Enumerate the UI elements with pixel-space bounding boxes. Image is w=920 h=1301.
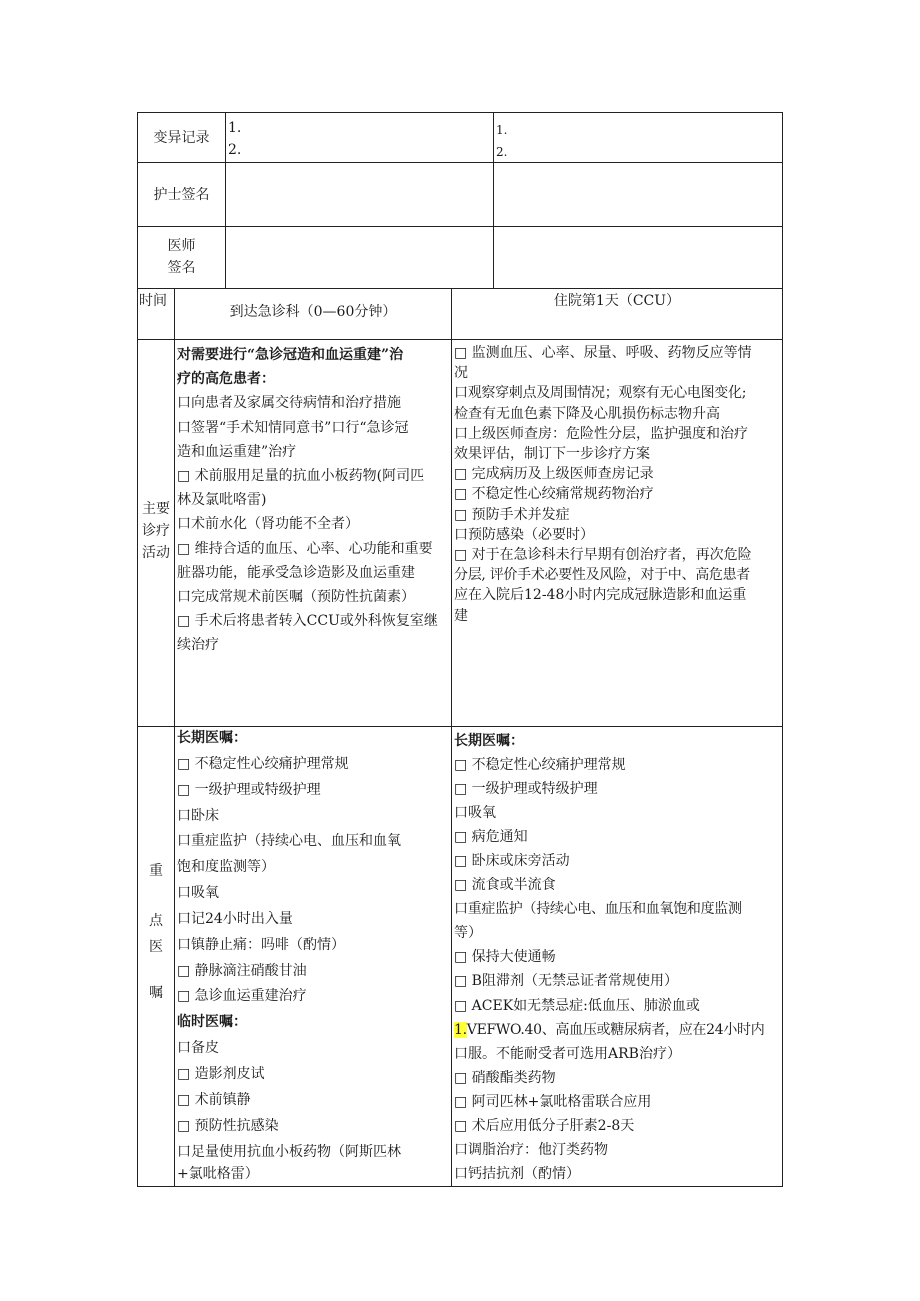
label-line: 主要 — [142, 501, 170, 517]
row-divider — [137, 226, 783, 227]
list-item: □ 保持大使通畅 — [454, 949, 556, 966]
list-item: 造和血运重建”治疗 — [177, 443, 297, 460]
list-item: 分层, 评价手术必要性及风险，对于中、高危患者 — [454, 567, 750, 584]
list-item — [454, 1018, 764, 1042]
variation-left — [228, 117, 241, 161]
list-item: 林及氯吡咯雷) — [177, 492, 267, 509]
list-item: 口备皮 — [177, 1040, 219, 1057]
list-item: □ 硝酸酯类药物 — [454, 1069, 556, 1086]
list-item: 口术前水化（肾功能不全者） — [177, 516, 359, 533]
col-divider — [493, 112, 494, 289]
list-item: 况 — [454, 365, 468, 382]
list-item: □ 卧床或床旁活动 — [454, 853, 570, 870]
nurse-signature-label: 护士签名 — [153, 187, 210, 203]
main-activities-label — [137, 498, 175, 564]
label-line: 活动 — [142, 545, 170, 561]
list-item: 口吸氧 — [454, 805, 496, 822]
temporary-orders-title: 临时医嘱： — [177, 1014, 247, 1031]
list-item: □ 不稳定性心绞痛护理常规 — [454, 757, 626, 774]
list-item: □ 维持合适的血压、心率、心功能和重要 — [177, 540, 433, 557]
orders-left — [177, 726, 401, 1183]
list-item: □ ACEK如无禁忌症:低血压、肺淤血或 — [454, 997, 700, 1014]
list-item: 口钙拮抗剂（酌情） — [454, 1165, 580, 1182]
list-item: □ 完成病历及上级医师查房记录 — [454, 466, 654, 483]
list-item: 口服。不能耐受者可选用ARB治疗） — [454, 1045, 681, 1062]
list-item: □ 静脉滴注硝酸甘油 — [177, 962, 307, 979]
high-risk-title: 疗的高危患者： — [177, 371, 275, 388]
main-activities-left — [177, 343, 438, 658]
list-item: □ B阻滞剂（无禁忌证者常规使用） — [454, 973, 678, 990]
list-item: 等） — [454, 925, 482, 942]
list-item: □ 病危通知 — [454, 829, 528, 846]
highlighted-text: 1. — [454, 1021, 467, 1038]
list-item: 口调脂治疗：他汀类药物 — [454, 1141, 608, 1158]
list-item: □ 造影剂皮试 — [177, 1065, 265, 1082]
list-item: □ 流食或半流食 — [454, 877, 556, 894]
list-item: 口预防感染（必要时） — [454, 526, 594, 543]
variation-right — [496, 119, 507, 163]
variation-left-2: 2. — [228, 142, 242, 158]
list-item: □ 不稳定性心绞痛护理常规 — [177, 755, 349, 772]
list-item: □ 一级护理或特级护理 — [454, 781, 598, 798]
list-item: □ 手术后将患者转入CCU或外科恢复室继 — [177, 613, 438, 630]
list-item: 建 — [454, 607, 468, 624]
list-item: 检查有无血色素下降及心肌损伤标志物升高 — [454, 405, 720, 422]
list-item: □ 术后应用低分子肝素2-8天 — [454, 1117, 635, 1134]
col-divider — [451, 288, 452, 1186]
border-top — [137, 112, 783, 113]
list-item: 口上级医师查房：危险性分层，监护强度和治疗 — [454, 425, 748, 442]
list-item: +氯吡格雷） — [177, 1166, 259, 1183]
list-item: 续治疗 — [177, 637, 219, 654]
column-header-emergency: 到达急诊科（0—60分钟） — [229, 304, 397, 320]
list-item: 口镇静止痛：吗啡（酌情） — [177, 936, 345, 953]
key-orders-label — [137, 860, 175, 1002]
list-item: □ 对于在急诊科未行早期有创治疗者，再次危险 — [454, 547, 752, 564]
list-item: 口卧床 — [177, 807, 219, 824]
variation-left-1: 1. — [228, 120, 242, 136]
label-char: 点 — [149, 913, 163, 929]
variation-right-1: 1. — [496, 123, 508, 137]
variation-label: 变异记录 — [153, 130, 210, 146]
doctor-label-line: 签名 — [167, 260, 196, 276]
long-term-orders-title: 长期医嘱： — [454, 733, 524, 749]
orders-right — [454, 729, 764, 1186]
doctor-signature-label — [138, 235, 225, 279]
list-item: 口签署“手术知情同意书”口行“急诊冠 — [177, 419, 409, 436]
list-item: □ 预防性抗感染 — [177, 1117, 279, 1134]
row-divider — [137, 162, 783, 163]
border-right — [782, 112, 783, 1187]
list-item: 口重症监护（持续心电、血压和血氧饱和度监测 — [454, 901, 742, 918]
list-item: 脏器功能，能承受急诊造影及血运重建 — [177, 564, 415, 581]
list-item: □ 不稳定性心绞痛常规药物治疗 — [454, 486, 654, 503]
time-label: 时间 — [139, 293, 167, 309]
list-item: 应在入院后12-48小时内完成冠脉造影和血运重 — [454, 587, 747, 604]
list-item: 口吸氧 — [177, 885, 219, 902]
high-risk-title: 对需要进行“急诊冠造和血运重建”治 — [177, 347, 404, 363]
list-item: □ 术前服用足量的抗血小板药物(阿司匹 — [177, 468, 425, 485]
label-char: 嘱 — [149, 985, 163, 1001]
list-item: 口观察穿刺点及周围情况；观察有无心电图变化; — [454, 385, 747, 402]
doctor-label-line: 医师 — [167, 238, 196, 254]
row-divider — [137, 288, 783, 289]
column-header-day1: 住院第1天（CCU） — [553, 293, 681, 309]
list-item: 口向患者及家属交待病情和治疗措施 — [177, 395, 401, 412]
list-item: □ 一级护理或特级护理 — [177, 781, 321, 798]
list-item: □ 预防手术并发症 — [454, 506, 570, 523]
list-item: 口完成常规术前医嘱（预防性抗菌素） — [177, 589, 415, 606]
long-term-orders-title: 长期医嘱： — [177, 730, 247, 746]
variation-right-2: 2. — [496, 145, 508, 159]
list-item: □ 急诊血运重建治疗 — [177, 988, 307, 1005]
list-item: □ 术前镇静 — [177, 1091, 251, 1108]
label-char: 医 — [149, 939, 163, 955]
list-item: 饱和度监测等） — [177, 859, 275, 876]
list-item: 口重症监护（持续心电、血压和血氧 — [177, 833, 401, 850]
main-activities-right — [454, 343, 752, 626]
row-divider — [137, 339, 783, 340]
list-item: 口足量使用抗血小板药物（阿斯匹林 — [177, 1143, 401, 1160]
list-item: □ 阿司匹林+氯吡格雷联合应用 — [454, 1093, 652, 1110]
col-divider — [174, 288, 175, 1186]
border-bottom — [137, 1186, 783, 1187]
label-char: 重 — [149, 863, 163, 879]
list-item-text: VEFWO.40、高血压或糖尿病者，应在24小时内 — [466, 1021, 765, 1038]
label-line: 诊疗 — [142, 523, 170, 539]
col-divider — [225, 112, 226, 289]
list-item: 效果评估，制订下一步诊疗方案 — [454, 446, 650, 463]
list-item: 口记24小时出入量 — [177, 910, 293, 927]
list-item: □ 监测血压、心率、尿量、呼吸、药物反应等情 — [454, 345, 752, 361]
